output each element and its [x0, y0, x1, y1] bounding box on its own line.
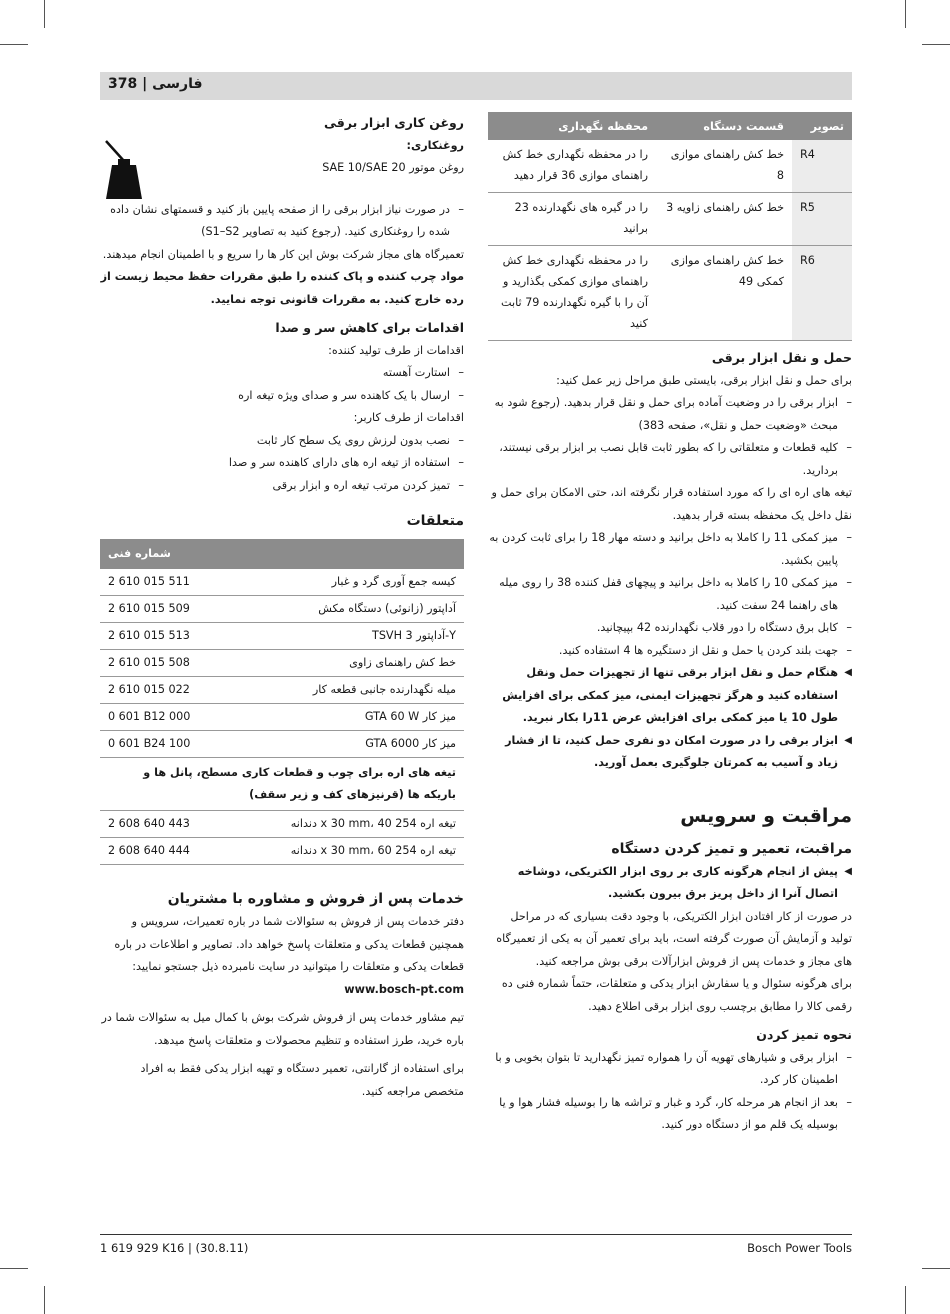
paragraph: برای هرگونه سئوال و یا سفارش ابزار یدکی و متعلقات، حتماً شماره فنی ده رقمی کالا را مطابق برچسب روی ابزار برقی اطلاع دهید.: [501, 977, 852, 1013]
lubrication-block: [100, 135, 464, 199]
table-cell: را در محفظه نگهداری خط کش راهنمای موازی 36 قرار دهید: [488, 140, 656, 193]
list-item: – میز کمکی 10 را کاملا به داخل برانید و پیچهای قفل کننده 38 را روی میله های راهنما 24 سفت کنید.: [488, 572, 852, 617]
table-cell: تیغه اره 254 x 30 mm، 40 دندانه: [226, 811, 464, 838]
table-cell: R6: [792, 246, 852, 341]
accessories-table: [100, 539, 464, 865]
accessories-title: متعلقات: [406, 513, 464, 529]
table-cell: 2 608 640 444: [100, 838, 226, 865]
table-cell: 2 610 015 511: [100, 569, 226, 596]
list-item: – ابزار برقی را در وضعیت آماده برای حمل و نقل قرار بدهید. (رجوع شود به مبحث «وضعیت حمل و نقل»، صفحه 383): [488, 392, 852, 437]
lubrication-text: [322, 135, 464, 180]
crop-mark: [44, 1286, 45, 1314]
page-header-bar: [100, 72, 852, 100]
table-row: [100, 704, 464, 731]
table-cell: را در گیره های نگهدارنده 23 برانید: [488, 193, 656, 246]
table-header-row: [100, 539, 464, 569]
paragraph: تعمیرگاه های مجاز شرکت بوش این کار ها را سریع و با اطمینان انجام میدهند.: [102, 247, 464, 261]
list-item: – نصب بدون لرزش روی یک سطح کار ثابت: [100, 430, 464, 453]
header-language: فارسی: [152, 76, 203, 92]
table-cell: 2 610 015 509: [100, 596, 226, 623]
transport-intro: برای حمل و نقل ابزار برقی، بایستی طبق مراحل زیر عمل کنید:: [556, 373, 852, 387]
paragraph: برای استفاده از گارانتی، تعمیر دستگاه و تهیه ابزار یدکی فقط به افراد متخصص مراجعه کنید.: [140, 1062, 464, 1098]
table-cell: تیغه اره 254 x 30 mm، 60 دندانه: [226, 838, 464, 865]
table-row: [100, 677, 464, 704]
table-cell: 0 601 B12 000: [100, 704, 226, 731]
footer-brand: Bosch Power Tools: [747, 1241, 852, 1255]
table-header: شماره فنی: [100, 539, 226, 569]
table-cell: R4: [792, 140, 852, 193]
list-item: – در صورت نیاز ابزار برقی را از صفحه پایین باز کنید و قسمتهای نشان داده شده را روغنکاری کنید. (رجوع کنید به تصاویر S1–S2): [100, 199, 464, 244]
table-cell: میز کار GTA 60 W: [226, 704, 464, 731]
table-cell: خط کش راهنمای زاوی: [226, 650, 464, 677]
service-title: خدمات پس از فروش و مشاوره با مشتریان: [167, 891, 464, 907]
table-row: [100, 569, 464, 596]
crop-mark: [905, 0, 906, 28]
crop-mark: [922, 1268, 950, 1269]
lubrication-sub: روغنکاری:: [406, 138, 464, 152]
right-column: [488, 112, 852, 1137]
table-header-row: [488, 112, 852, 140]
list-item: – کلیه قطعات و متعلقاتی را که بطور ثابت قابل نصب بر ابزار برقی نیستند، بردارید.: [488, 437, 852, 482]
crop-mark: [0, 1268, 28, 1269]
table-cell: 2 610 015 508: [100, 650, 226, 677]
table-row: [100, 731, 464, 758]
lubrication-title: روغن کاری ابزار برقی: [324, 115, 464, 130]
table-row: [100, 811, 464, 838]
list-item: – جهت بلند کردن یا حمل و نقل از دستگیره ها 4 استفاده کنید.: [488, 640, 852, 663]
paragraph: در صورت از کار افتادن ابزار الکتریکی، با وجود دقت بسیاری که در مراحل تولید و آزمایش آن صورت گرفته است، باید برای تعمیر آن به یکی از تعمیرگاه های مجاز و خدمات پس از فروش ابزارآلات برقی بوش مراجعه کنید.: [496, 909, 852, 968]
table-header: محفظه نگهداری: [488, 112, 656, 140]
crop-mark: [905, 1286, 906, 1314]
table-cell: کیسه جمع آوری گرد و غبار: [226, 569, 464, 596]
table-row: [488, 246, 852, 341]
table-cell: را در محفظه نگهداری خط کش راهنمای موازی کمکی بگذارید و آن را با گیره نگهدارنده 79 ثابت کنید: [488, 246, 656, 341]
table-row: [488, 140, 852, 193]
list-item: – کابل برق دستگاه را دور قلاب نگهدارنده 42 بپیچانید.: [488, 617, 852, 640]
left-column: [100, 112, 464, 1103]
blade-note: تیغه های اره ای را که مورد استفاده قرار نگرفته اند، حتی الامکان برای حمل و نقل داخل یک محفظه بسته قرار بدهید.: [491, 486, 852, 522]
table-row: [100, 650, 464, 677]
table-cell: 2 610 015 513: [100, 623, 226, 650]
table-cell: 2 608 640 443: [100, 811, 226, 838]
table-row: [100, 838, 464, 865]
page-number: 378: [108, 76, 138, 92]
paragraph: تیم مشاور خدمات پس از فروش شرکت بوش با کمال میل به سئوالات شما در باره خرید، طرز استفاده و تنظیم محصولات و متعلقات پاسخ میدهد.: [101, 1011, 464, 1047]
table-row: [100, 623, 464, 650]
table-cell: میله نگهدارنده جانبی قطعه کار: [226, 677, 464, 704]
warning-item: ◀ هنگام حمل و نقل ابزار برقی تنها از تجهیزات حمل ونقل استفاده کنید و هرگز تجهیزات ایمنی، میز کمکی برای افزایش طول 10 یا میز کمکی برای افزایش عرض 11را بکار نبرید.: [488, 662, 852, 730]
noise-manufacturer-label: اقدامات از طرف تولید کننده:: [328, 343, 464, 357]
oil-can-icon: [102, 135, 142, 199]
noise-title: اقدامات برای کاهش سر و صدا: [275, 320, 464, 335]
blades-heading: تیغه های اره برای چوب و قطعات کاری مسطح، پانل ها و باریکه ها (قرنیزهای کف و زیر سقف): [100, 758, 464, 811]
table-header: تصویر: [792, 112, 852, 140]
table-header: قسمت دستگاه: [656, 112, 792, 140]
oil-spec: روغن موتور SAE 10/SAE 20: [322, 161, 464, 174]
footer-doc-code: 1 619 929 K16 | (30.8.11): [100, 1241, 249, 1255]
table-cell: 0 601 B24 100: [100, 731, 226, 758]
environment-note: مواد چرب کننده و پاک کننده را طبق مقررات حفظ محیط زیست از رده خارج کنید. به مقررات قانونی توجه نمایید.: [100, 270, 464, 306]
list-item: – ابزار برقی و شیارهای تهویه آن را همواره تمیز نگهدارید تا بتوان بخوبی و با اطمینان کار کرد.: [488, 1047, 852, 1092]
table-cell: R5: [792, 193, 852, 246]
table-cell: میز کار GTA 6000: [226, 731, 464, 758]
crop-mark: [922, 44, 950, 45]
list-item: – ارسال با یک کاهنده سر و صدای ویژه تیغه اره: [100, 385, 464, 408]
footer-rule: [100, 1234, 852, 1235]
maintenance-subtitle: مراقبت، تعمیر و تمیز کردن دستگاه: [611, 840, 852, 857]
page-header: 378 | فارسی: [108, 76, 203, 92]
list-item: – استفاده از تیغه اره های دارای کاهنده سر و صدا: [100, 452, 464, 475]
service-url[interactable]: www.bosch-pt.com: [344, 982, 464, 996]
table-row: [100, 596, 464, 623]
transport-title: حمل و نقل ابزار برقی: [711, 350, 852, 365]
maintenance-title: مراقبت و سرویس: [680, 804, 852, 827]
list-item: – تمیز کردن مرتب تیغه اره و ابزار برقی: [100, 475, 464, 498]
paragraph: دفتر خدمات پس از فروش به سئوالات شما در باره تعمیرات، سرویس و همچنین قطعات یدکی و متعلقات پاسخ خواهد داد. تصاویر و اطلاعات در باره قطعات یدکی و متعلقات را میتوانید در سایت نامبرده ذیل جستجو نمایید:: [114, 915, 464, 973]
crop-mark: [44, 0, 45, 28]
table-cell: خط کش راهنمای موازی 8: [656, 140, 792, 193]
table-cell: Y-آداپتور TSVH 3: [226, 623, 464, 650]
table-cell: 2 610 015 022: [100, 677, 226, 704]
list-item: – میز کمکی 11 را کاملا به داخل برانید و دسته مهار 18 را برای ثابت کردن به پایین بکشید.: [488, 527, 852, 572]
table-cell: خط کش راهنمای زاویه 3: [656, 193, 792, 246]
table-cell: آداپتور (زانوئی) دستگاه مکش: [226, 596, 464, 623]
list-item: – استارت آهسته: [100, 362, 464, 385]
warning-item: ◀ ابزار برقی را در صورت امکان دو نفری حمل کنید، تا از فشار زیاد و آسیب به کمرتان جلوگیری بعمل آورید.: [488, 730, 852, 775]
cleaning-title: نحوه تمیز کردن: [756, 1027, 852, 1042]
warning-item: ◀ پیش از انجام هرگونه کاری بر روی ابزار الکتریکی، دوشاخه اتصال آنرا از داخل پریز برق بیرون بکشید.: [488, 861, 852, 906]
table-cell: خط کش راهنمای موازی کمکی 49: [656, 246, 792, 341]
table-row: [100, 758, 464, 811]
list-item: – بعد از انجام هر مرحله کار، گرد و غبار و تراشه ها را بوسیله فشار هوا و یا بوسیله یک قلم مو از دستگاه دور کنید.: [488, 1092, 852, 1137]
table-row: [488, 193, 852, 246]
crop-mark: [0, 44, 28, 45]
noise-user-label: اقدامات از طرف کاربر:: [353, 411, 464, 424]
storage-table: [488, 112, 852, 341]
